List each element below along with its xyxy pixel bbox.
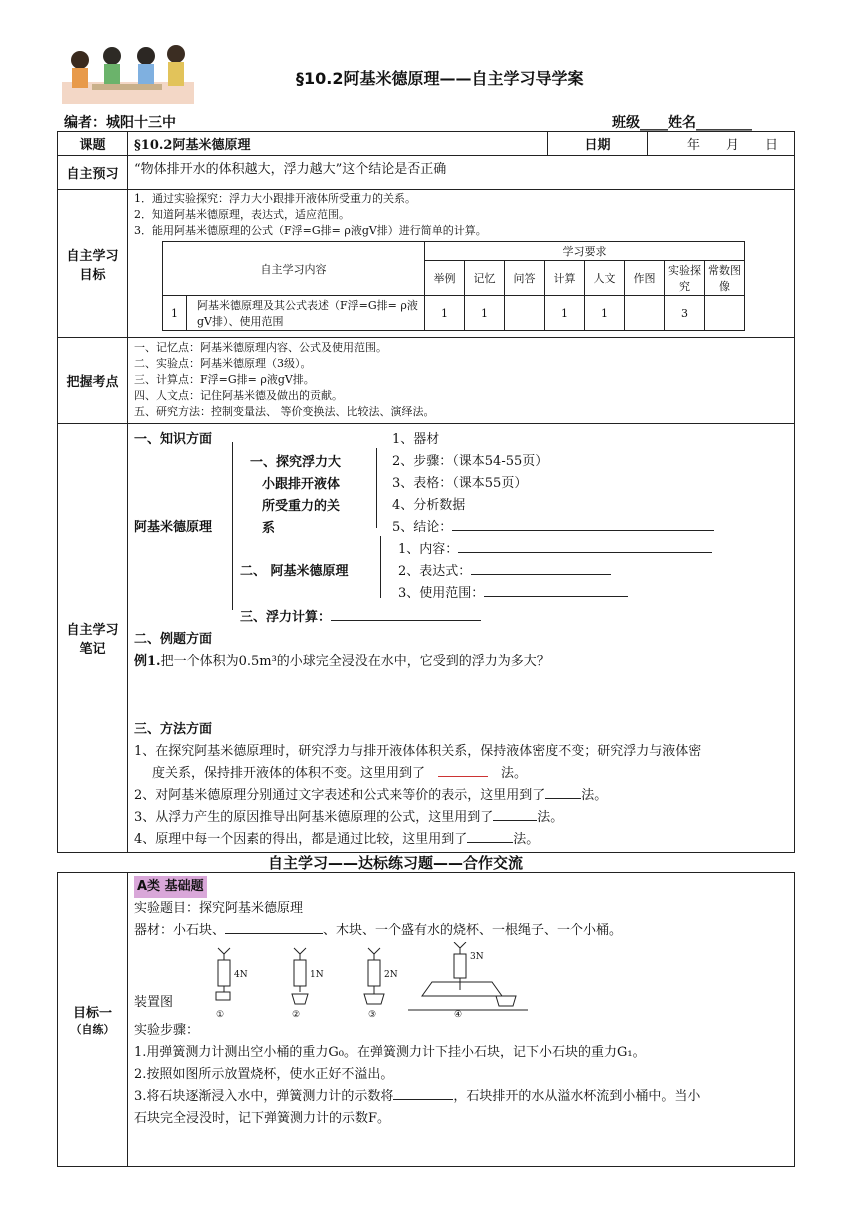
col-header: 记忆 — [465, 261, 505, 296]
figure-num: ① — [216, 1010, 225, 1020]
topic-label: 课题 — [58, 132, 128, 156]
target-label: 目标一 （自练） — [58, 873, 128, 1167]
col-header: 举例 — [425, 261, 465, 296]
method-title: 三、方法方面 — [134, 722, 213, 737]
branch3: 三、浮力计算： — [240, 606, 481, 625]
figure-caption: 装置图 — [134, 995, 174, 1010]
col-header: 问答 — [505, 261, 545, 296]
force-label: 1N — [310, 970, 324, 980]
mindmap-root: 阿基米德原理 — [134, 520, 213, 535]
cell-value — [505, 296, 545, 331]
preview-text: “物体排开水的体积越大，浮力越大”这个结论是否正确 — [128, 156, 795, 190]
level-badge: A类 基础题 — [134, 876, 207, 898]
class-name-line: 班级____姓名________ — [612, 115, 752, 131]
cell-value: 1 — [585, 296, 625, 331]
method-2: 2、对阿基米德原理分别通过文字表述和公式来等价的表示，这里用到了 法。 — [134, 788, 608, 803]
branch1-item: 5、结论： — [392, 516, 714, 535]
exp-title: 实验题目：探究阿基米德原理 — [134, 901, 304, 916]
date-value: 年 月 日 — [648, 132, 795, 156]
figure-num: ④ — [454, 1010, 463, 1020]
branch1: 一、探究浮力大 小跟排开液体 所受重力的关 系 — [250, 455, 342, 536]
keypoints-label: 把握考点 — [58, 338, 128, 424]
step-1: 1.用弹簧测力计测出空小桶的重力G₀。在弹簧测力计下挂小石块，记下小石块的重力G₁。 — [134, 1045, 646, 1060]
method-1-cont: 度关系，保持排开液体的体积不变。这里用到了 法。 — [152, 766, 528, 781]
steps-title: 实验步骤： — [134, 1023, 200, 1038]
cell-value: 1 — [465, 296, 505, 331]
figure-num: ③ — [368, 1010, 377, 1020]
figure-num: ② — [292, 1010, 301, 1020]
branch1-item: 2、步骤：（课本54-55页） — [392, 454, 549, 469]
branch2-brace — [380, 536, 381, 598]
cell-value — [625, 296, 665, 331]
force-label: 2N — [384, 970, 398, 980]
content-header: 自主学习内容 — [163, 242, 425, 296]
branch2-item: 2、表达式： — [398, 560, 611, 579]
col-header: 实验探究 — [665, 261, 705, 296]
req-header: 学习要求 — [425, 242, 745, 261]
method-3: 3、从浮力产生的原因推导出阿基米德原理的公式，这里用到了 法。 — [134, 810, 564, 825]
col-header: 常数图像 — [705, 261, 745, 296]
exercise-table — [57, 872, 795, 1167]
requirement-table — [162, 241, 745, 331]
branch2-item: 3、使用范围： — [398, 582, 628, 601]
date-label: 日期 — [548, 132, 648, 156]
col-header: 作图 — [625, 261, 665, 296]
example-title: 二、例题方面 — [134, 632, 213, 647]
row-content: 阿基米德原理及其公式表述（F浮=G排= ρ液gV排）、使用范围 — [187, 296, 425, 331]
editor-text: 编者：城阳十三中 — [64, 115, 176, 131]
notes-area — [128, 424, 794, 852]
page-title: §10.2阿基米德原理——自主学习导学案 — [296, 69, 584, 88]
branch1-item: 1、器材 — [392, 432, 440, 447]
force-label: 4N — [234, 970, 248, 980]
col-header: 人文 — [585, 261, 625, 296]
topic-value: §10.2阿基米德原理 — [128, 132, 548, 156]
section2-title: 自主学习——达标练习题——合作交流 — [268, 854, 524, 872]
goal-2: 2．知道阿基米德原理，表达式，适应范围。 — [134, 208, 350, 221]
keypoint: 三、计算点：F浮=G排= ρ液gV排。 — [134, 373, 315, 386]
knowledge-title: 一、知识方面 — [134, 432, 213, 447]
cell-value: 1 — [425, 296, 465, 331]
goal-1: 1．通过实验探究：浮力大小跟排开液体所受重力的关系。 — [134, 192, 416, 205]
branch1-brace — [376, 448, 377, 528]
branch2-item: 1、内容： — [398, 538, 712, 557]
apparatus-figure — [134, 942, 788, 1020]
branch2: 二、 阿基米德原理 — [240, 564, 349, 579]
branch1-item: 4、分析数据 — [392, 498, 466, 513]
keypoint: 四、人文点：记住阿基米德及做出的贡献。 — [134, 389, 343, 402]
cell-value: 1 — [545, 296, 585, 331]
col-header: 计算 — [545, 261, 585, 296]
cell-value — [705, 296, 745, 331]
goal-3: 3．能用阿基米德原理的公式（F浮=G排= ρ液gV排）进行简单的计算。 — [134, 224, 487, 237]
method-1: 1、在探究阿基米德原理时，研究浮力与排开液体体积关系，保持液体密度不变；研究浮力与液体密 — [134, 744, 702, 759]
root-brace — [232, 442, 233, 610]
force-label: 3N — [470, 952, 484, 962]
method-4: 4、原理中每一个因素的得出，都是通过比较，这里用到了 法。 — [134, 832, 540, 847]
lesson-plan-table — [57, 131, 795, 853]
step-3: 3.将石块逐渐浸入水中，弹簧测力计的示数将 ，石块排开的水从溢水杯流到小桶中。当小 — [134, 1089, 701, 1104]
keypoint: 一、记忆点：阿基米德原理内容、公式及使用范围。 — [134, 341, 387, 354]
step-2: 2.按照如图所示放置烧杯，使水正好不溢出。 — [134, 1067, 394, 1082]
goals-label: 自主学习目标 — [58, 190, 128, 338]
keypoint: 五、研究方法：控制变量法、 等价变换法、比较法、演绎法。 — [134, 405, 435, 418]
cell-value: 3 — [665, 296, 705, 331]
step-3-cont: 石块完全浸没时，记下弹簧测力计的示数F。 — [134, 1111, 391, 1126]
notes-label: 自主学习笔记 — [58, 424, 128, 853]
students-illustration — [62, 44, 194, 104]
branch1-item: 3、表格：（课本55页） — [392, 476, 528, 491]
materials: 器材：小石块、 、木块、一个盛有水的烧杯、一根绳子、一个小桶。 — [134, 923, 623, 938]
row-number: 1 — [163, 296, 187, 331]
editor-line — [64, 112, 176, 132]
keypoint: 二、实验点：阿基米德原理（3级）。 — [134, 357, 312, 370]
preview-label: 自主预习 — [58, 156, 128, 190]
example-1: 例1.把一个体积为0.5m³的小球完全浸没在水中，它受到的浮力为多大？ — [134, 654, 550, 669]
